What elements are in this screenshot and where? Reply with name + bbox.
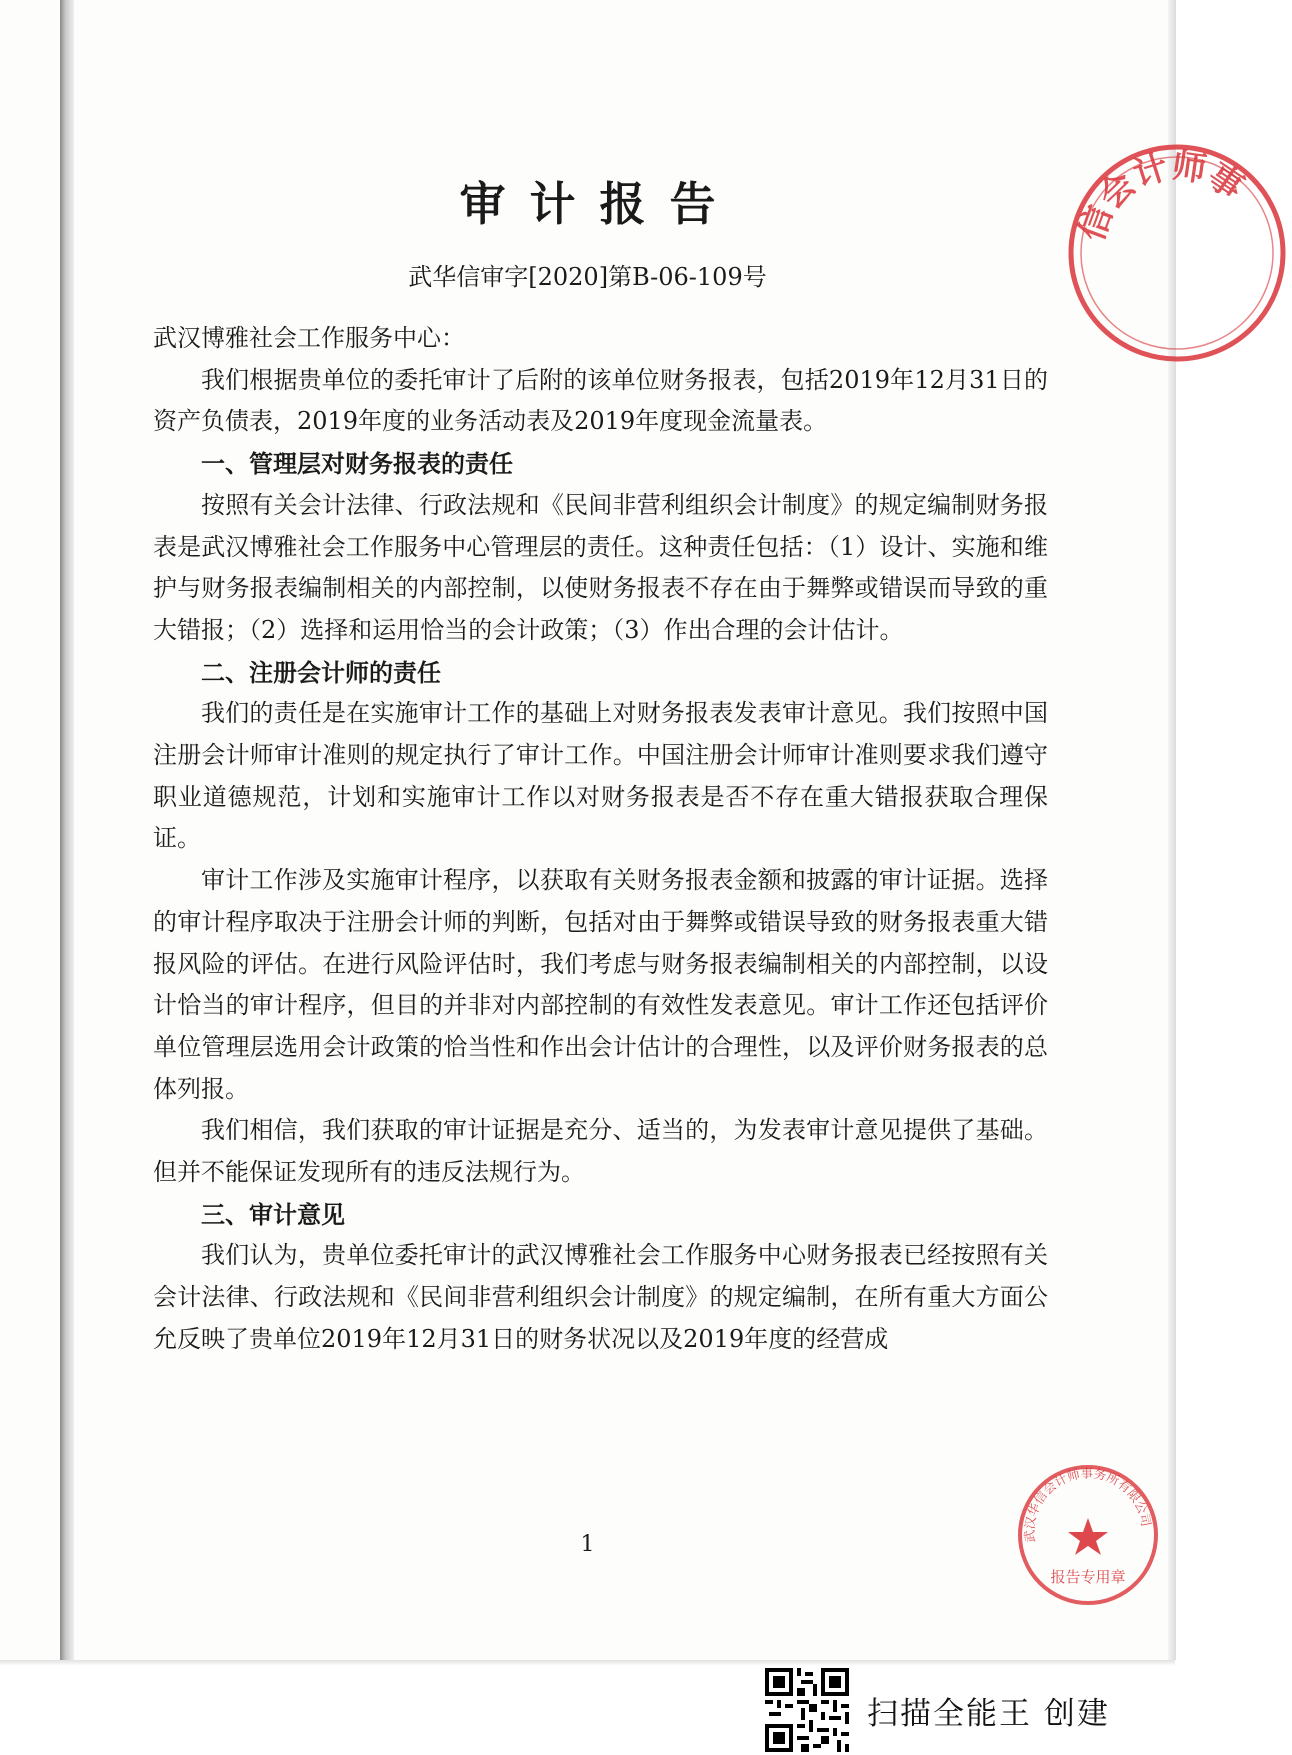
section-text-auditor-3: 我们相信，我们获取的审计证据是充分、适当的，为发表审计意见提供了基础。但并不能保证发现所有的违反法规行为。 <box>153 1116 1048 1187</box>
svg-text:报告专用章: 报告专用章 <box>1050 1568 1126 1586</box>
section-text-auditor-2: 审计工作涉及实施审计程序，以获取有关财务报表金额和披露的审计证据。选择的审计程序取决于注册会计师的判断，包括对由于舞弊或错误导致的财务报表重大错报风险的评估。在进行风险评估时，我们考虑与财务报表编制相关的内部控制，以设计恰当的审计程序，但目的并非对内部控制的有效性发表意见。审计工作还包括评价单位管理层选用会计政策的恰当性和作出会计估计的合理性，以及评价财务报表的总体列报。 <box>153 866 1048 1103</box>
section-text-opinion: 我们认为，贵单位委托审计的武汉博雅社会工作服务中心财务报表已经按照有关会计法律、行政法规和《民间非营利组织会计制度》的规定编制，在所有重大方面公允反映了贵单位2019年12月31日的财务状况以及2019年度的经营成 <box>153 1241 1048 1353</box>
qr-code-icon <box>765 1668 849 1752</box>
report-number: 武华信审字[2020]第B-06-109号 <box>408 263 767 291</box>
scanner-app-label: 扫描全能王 创建 <box>867 1695 1110 1732</box>
document-title: 审计报告 <box>459 177 740 231</box>
scanner-watermark <box>765 1666 1110 1754</box>
intro-paragraph: 我们根据贵单位的委托审计了后附的该单位财务报表，包括2019年12月31日的资产负债表，2019年度的业务活动表及2019年度现金流量表。 <box>153 365 1048 436</box>
section-heading-opinion: 三、审计意见 <box>201 1199 345 1229</box>
page-number: 1 <box>580 1532 595 1557</box>
section-text-auditor-1: 我们的责任是在实施审计工作的基础上对财务报表发表审计意见。我们按照中国注册会计师审计准则的规定执行了审计工作。中国注册会计师审计准则要求我们遵守职业道德规范，计划和实施审计工作以对财务报表是否不存在重大错报获取合理保证。 <box>153 699 1048 853</box>
page-binding-edge <box>60 0 74 1660</box>
section-heading-management: 一、管理层对财务报表的责任 <box>201 449 513 479</box>
document-body <box>153 318 1048 1361</box>
firm-seal-top-icon <box>1062 138 1292 368</box>
svg-text:武汉华信会计师事务所有限公司: 武汉华信会计师事务所有限公司 <box>1021 1465 1154 1544</box>
section-text-management: 按照有关会计法律、行政法规和《民间非营利组织会计制度》的规定编制财务报表是武汉博雅社会工作服务中心管理层的责任。这种责任包括：（1）设计、实施和维护与财务报表编制相关的内部控制，以使财务报表不存在由于舞弊或错误而导致的重大错报；（2）选择和运用恰当的会计政策；（3）作出合理的会计估计。 <box>153 490 1048 644</box>
addressee: 武汉博雅社会工作服务中心： <box>153 324 465 352</box>
section-heading-auditor: 二、注册会计师的责任 <box>201 657 441 687</box>
report-seal-icon <box>1013 1460 1163 1610</box>
svg-text:信会计师事: 信会计师事 <box>1071 145 1251 247</box>
